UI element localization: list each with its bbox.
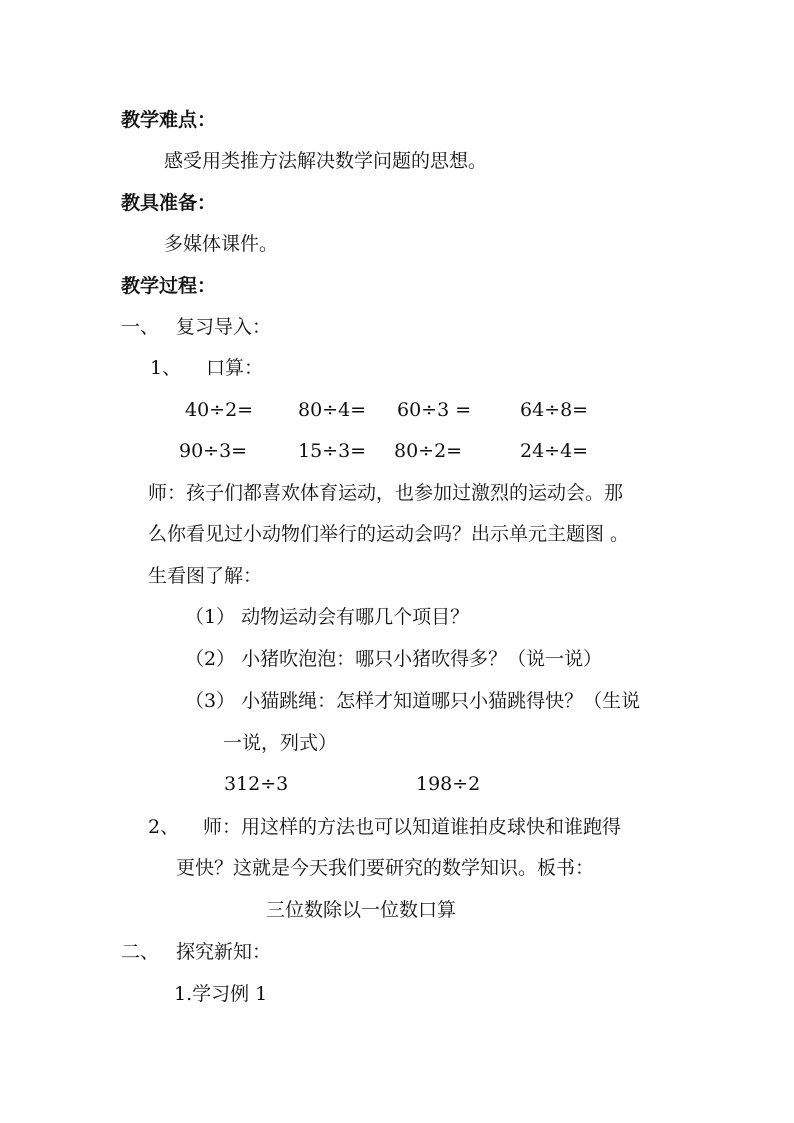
question-3-line-2: 一说，列式）: [223, 732, 338, 754]
question-2: （2） 小猪吹泡泡：哪只小猪吹得多？（说一说）: [185, 648, 603, 670]
part2-title: 探究新知：: [176, 941, 272, 963]
tools-text: 多媒体课件。: [164, 233, 279, 255]
question-1: （1） 动物运动会有哪几个项目？: [185, 606, 470, 628]
part1-title: 复习导入：: [176, 316, 272, 338]
calc-row1-cell: 80÷4=: [298, 399, 367, 421]
calc-row2-cell: 90÷3=: [179, 440, 248, 462]
teacher-line-3: 生看图了解：: [148, 565, 263, 587]
item1-number: 1、: [150, 357, 182, 379]
board-title: 三位数除以一位数口算: [266, 899, 457, 921]
calc-row1-cell: 64÷8=: [520, 399, 589, 421]
question-3-line-1: （3） 小猫跳绳：怎样才知道哪只小猫跳得快？（生说: [185, 690, 641, 712]
part1-number: 一、: [121, 316, 160, 338]
teacher-line-2: 么你看见过小动物们举行的运动会吗？出示单元主题图 。: [148, 523, 630, 545]
item2-line-2: 更快？这就是今天我们要研究的数学知识。板书：: [176, 857, 595, 879]
process-heading: 教学过程：: [121, 275, 217, 297]
part2-number: 二、: [121, 941, 160, 963]
item1-title: 口算：: [206, 357, 264, 379]
part2-item1: 1.学习例 1: [174, 983, 268, 1005]
calc-row2-cell: 80÷2=: [394, 440, 463, 462]
expression-1: 312÷3: [224, 773, 289, 795]
tools-heading: 教具准备：: [121, 192, 217, 214]
teacher-line-1: 师：孩子们都喜欢体育运动，也参加过激烈的运动会。那: [148, 482, 624, 504]
item2-line-1: 师：用这样的方法也可以知道谁拍皮球快和谁跑得: [203, 816, 622, 838]
calc-row1-cell: 40÷2=: [185, 399, 254, 421]
expression-2: 198÷2: [416, 773, 481, 795]
calc-row1-cell: 60÷3 =: [397, 399, 472, 421]
difficulty-text: 感受用类推方法解决数学问题的思想。: [164, 150, 488, 172]
calc-row2-cell: 15÷3=: [298, 440, 367, 462]
difficulty-heading: 教学难点：: [121, 109, 217, 131]
calc-row2-cell: 24÷4=: [520, 440, 589, 462]
item2-number: 2、: [148, 816, 180, 838]
